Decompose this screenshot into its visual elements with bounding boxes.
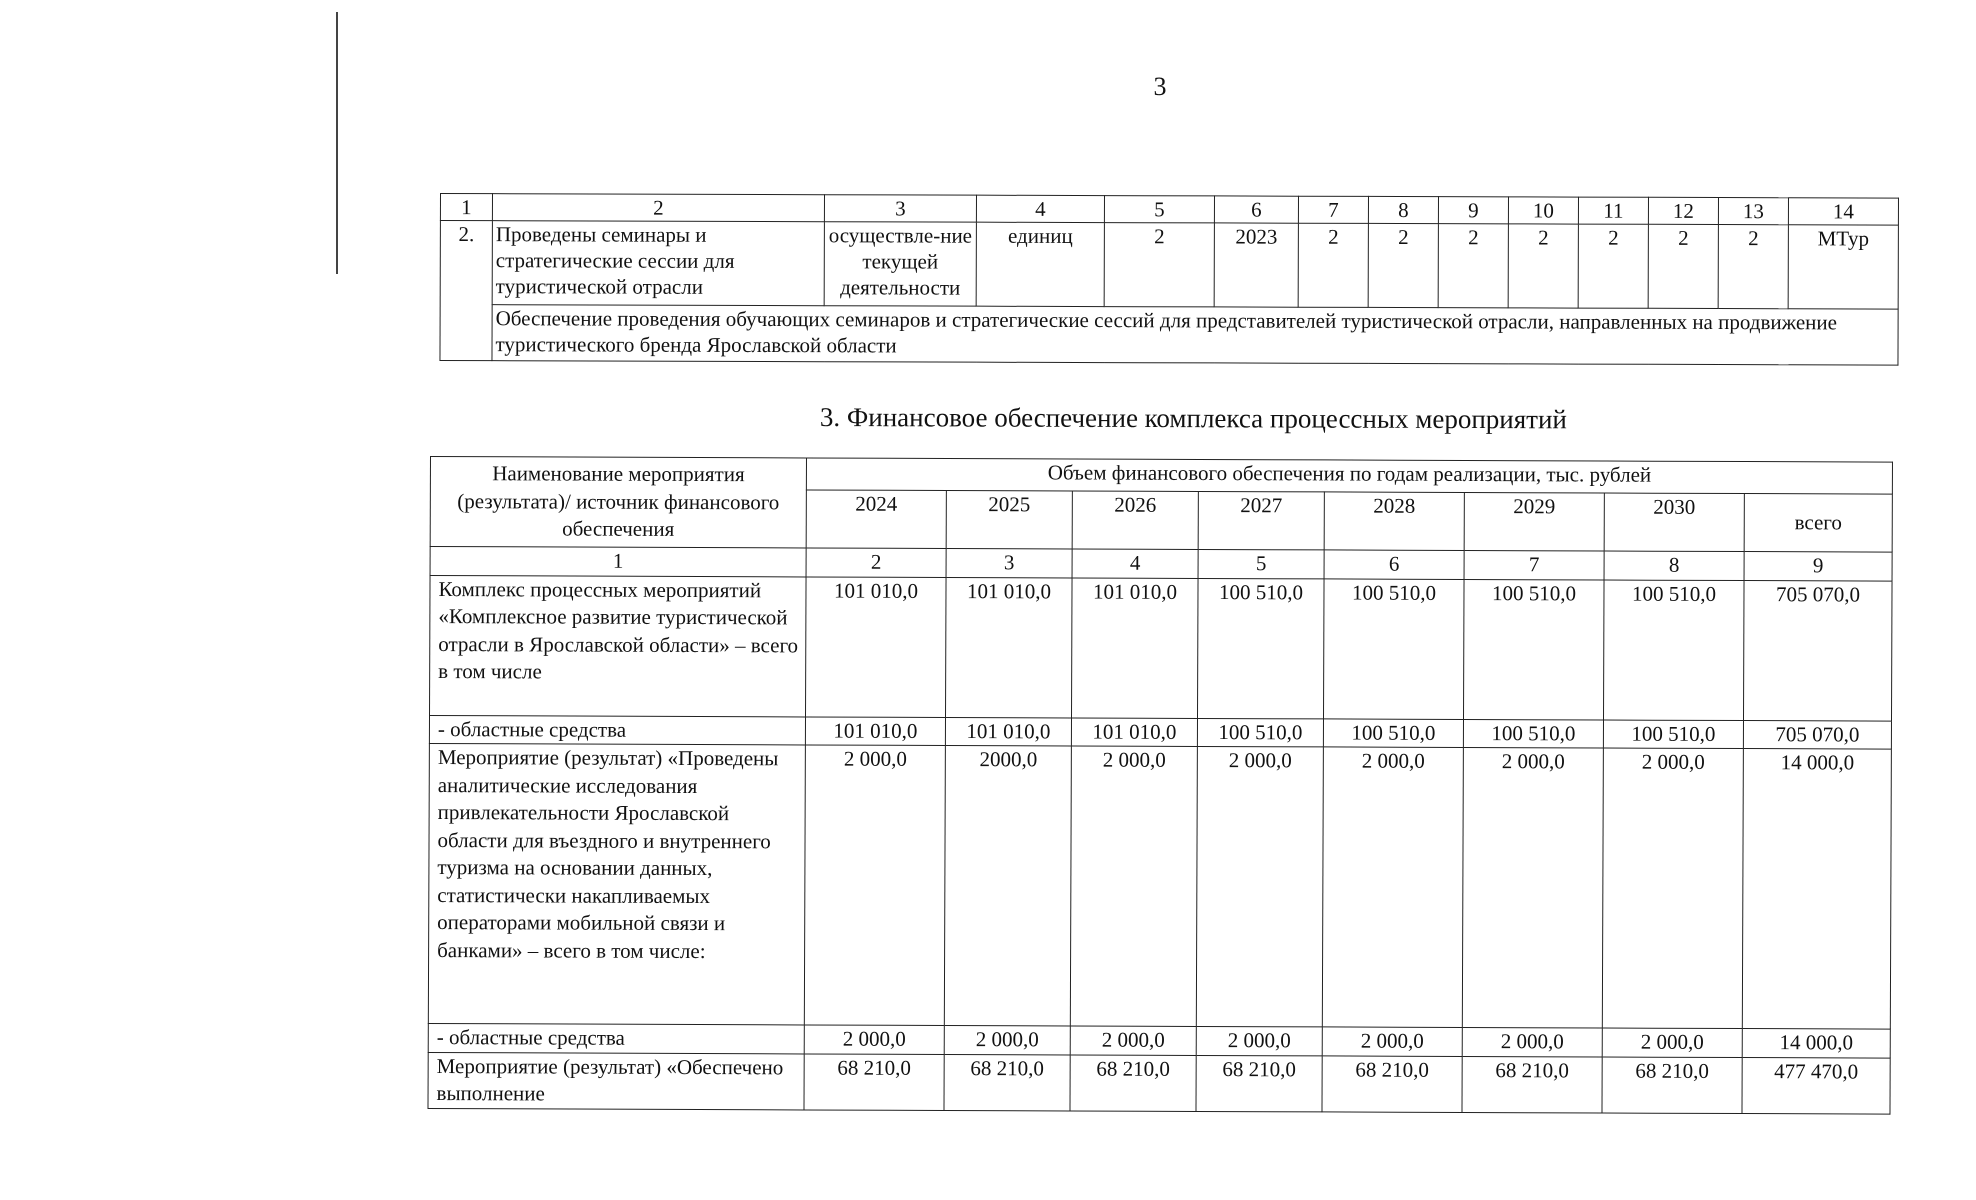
year-header: 2026 <box>1072 491 1198 549</box>
column-number: 9 <box>1744 552 1892 581</box>
column-number: 1 <box>440 194 492 221</box>
column-number: 12 <box>1648 197 1718 224</box>
responsible: МТур <box>1788 225 1898 309</box>
row-value: 100 510,0 <box>1603 580 1744 721</box>
name-header: Наименование мероприятия (результата)/ источник финансового обеспечения <box>430 457 806 548</box>
row-number: 2. <box>440 221 492 361</box>
section-title: 3. Финансовое обеспечение комплекса процессных мероприятий <box>819 402 1567 435</box>
row-value: 2 000,0 <box>1070 1026 1196 1055</box>
row-name: Комплекс процессных мероприятий «Комплексное развитие туристической отрасли в Ярославской области» – всего в том числе <box>430 575 807 716</box>
column-number: 13 <box>1718 198 1788 225</box>
row-name: Мероприятие (результат) «Проведены аналитические исследования привлекательности Ярославской области для въездного и внутреннего туризма на основании данных, статистически накапливаемых операторами мобильной связи и банками» – всего в том числе: <box>428 743 805 1024</box>
year-value: 2 <box>1368 223 1438 307</box>
column-number: 4 <box>976 195 1104 222</box>
row-value: 68 210,0 <box>1462 1056 1602 1113</box>
row-value: 68 210,0 <box>1196 1055 1322 1111</box>
row-value: 100 510,0 <box>1463 719 1603 748</box>
result-name: Проведены семинары и стратегические сессии для туристической отрасли <box>492 221 824 306</box>
column-number: 8 <box>1604 551 1744 580</box>
column-number: 6 <box>1214 196 1298 223</box>
row-total: 705 070,0 <box>1743 720 1891 749</box>
row-value: 2000,0 <box>944 745 1071 1025</box>
financing-table <box>427 456 1893 1114</box>
row-value: 68 210,0 <box>1322 1055 1462 1112</box>
row-value: 68 210,0 <box>804 1053 944 1110</box>
row-value: 68 210,0 <box>1602 1057 1742 1114</box>
base-year: 2023 <box>1214 223 1298 307</box>
row-total: 14 000,0 <box>1742 1029 1890 1058</box>
column-number: 7 <box>1464 550 1604 579</box>
year-header: 2029 <box>1464 492 1604 551</box>
row-value: 2 000,0 <box>1462 1027 1602 1056</box>
column-number: 10 <box>1508 197 1578 224</box>
row-total: 705 070,0 <box>1743 580 1892 721</box>
row-name: - областные средства <box>429 715 805 745</box>
column-number: 6 <box>1324 550 1464 579</box>
column-number: 14 <box>1788 198 1898 225</box>
column-number: 7 <box>1298 196 1368 223</box>
row-value: 68 210,0 <box>944 1054 1070 1110</box>
year-value: 2 <box>1648 224 1718 308</box>
row-value: 101 010,0 <box>945 717 1071 746</box>
year-header: 2030 <box>1604 493 1744 552</box>
volume-header: Объем финансового обеспечения по годам реализации, тыс. рублей <box>806 458 1892 494</box>
row-value: 2 000,0 <box>804 745 945 1026</box>
year-header: всего <box>1744 494 1892 553</box>
margin-line <box>336 12 338 274</box>
base-value: 2 <box>1104 223 1214 307</box>
column-number: 5 <box>1198 549 1324 578</box>
table-row <box>440 305 1898 366</box>
result-description: Обеспечение проведения обучающих семинаров и стратегические сессий для представителей туристической отрасли, направленных на продвижение туристического бренда Ярославской области <box>492 305 1898 365</box>
row-value: 2 000,0 <box>1322 747 1463 1028</box>
column-number: 5 <box>1104 196 1214 223</box>
row-value: 101 010,0 <box>1072 577 1199 717</box>
row-value: 101 010,0 <box>1071 717 1197 746</box>
unit: единиц <box>976 222 1104 306</box>
row-value: 100 510,0 <box>1463 579 1604 720</box>
column-number: 3 <box>946 548 1072 577</box>
row-value: 100 510,0 <box>1323 578 1464 719</box>
row-value: 2 000,0 <box>804 1025 944 1054</box>
table-header-row <box>430 457 1892 495</box>
table-row <box>430 575 1893 721</box>
row-name: - областные средства <box>428 1023 804 1053</box>
column-number: 2 <box>806 548 946 577</box>
column-number: 2 <box>492 194 824 222</box>
row-value: 2 000,0 <box>944 1025 1070 1054</box>
table-row <box>440 221 1898 310</box>
column-number: 11 <box>1578 197 1648 224</box>
year-value: 2 <box>1508 224 1578 308</box>
column-number: 3 <box>824 195 976 222</box>
table-header-row <box>440 194 1898 226</box>
row-value: 101 010,0 <box>806 576 947 717</box>
year-header: 2027 <box>1198 491 1324 549</box>
row-value: 2 000,0 <box>1602 1028 1742 1057</box>
year-value: 2 <box>1438 224 1508 308</box>
column-number: 9 <box>1438 197 1508 224</box>
row-value: 100 510,0 <box>1323 718 1463 747</box>
row-value: 100 510,0 <box>1197 578 1324 718</box>
year-header: 2025 <box>946 490 1072 548</box>
page-number: 3 <box>1153 72 1167 101</box>
row-total: 477 470,0 <box>1742 1057 1890 1114</box>
result-type: осуществле-ние текущей деятельности <box>824 222 976 306</box>
row-value: 2 000,0 <box>1462 747 1603 1028</box>
year-header: 2024 <box>806 490 946 549</box>
row-value: 100 510,0 <box>1603 720 1743 749</box>
row-name: Мероприятие (результат) «Обеспечено выполнение <box>428 1052 804 1109</box>
row-total: 14 000,0 <box>1742 749 1891 1030</box>
row-value: 100 510,0 <box>1197 718 1323 747</box>
column-number: 1 <box>430 547 806 577</box>
indicators-table <box>439 193 1899 366</box>
row-value: 2 000,0 <box>1322 1027 1462 1056</box>
row-value: 2 000,0 <box>1070 746 1197 1026</box>
year-value: 2 <box>1718 225 1788 309</box>
table-row <box>428 1052 1890 1114</box>
year-header: 2028 <box>1324 492 1464 551</box>
row-value: 101 010,0 <box>805 716 945 745</box>
row-value: 68 210,0 <box>1070 1054 1196 1110</box>
row-value: 2 000,0 <box>1196 1026 1322 1055</box>
row-value: 2 000,0 <box>1602 748 1743 1029</box>
column-number: 4 <box>1072 549 1198 578</box>
row-value: 101 010,0 <box>946 577 1073 717</box>
table-row <box>428 743 1891 1029</box>
year-value: 2 <box>1578 224 1648 308</box>
row-value: 2 000,0 <box>1196 746 1323 1026</box>
year-value: 2 <box>1298 223 1368 307</box>
column-number: 8 <box>1368 196 1438 223</box>
